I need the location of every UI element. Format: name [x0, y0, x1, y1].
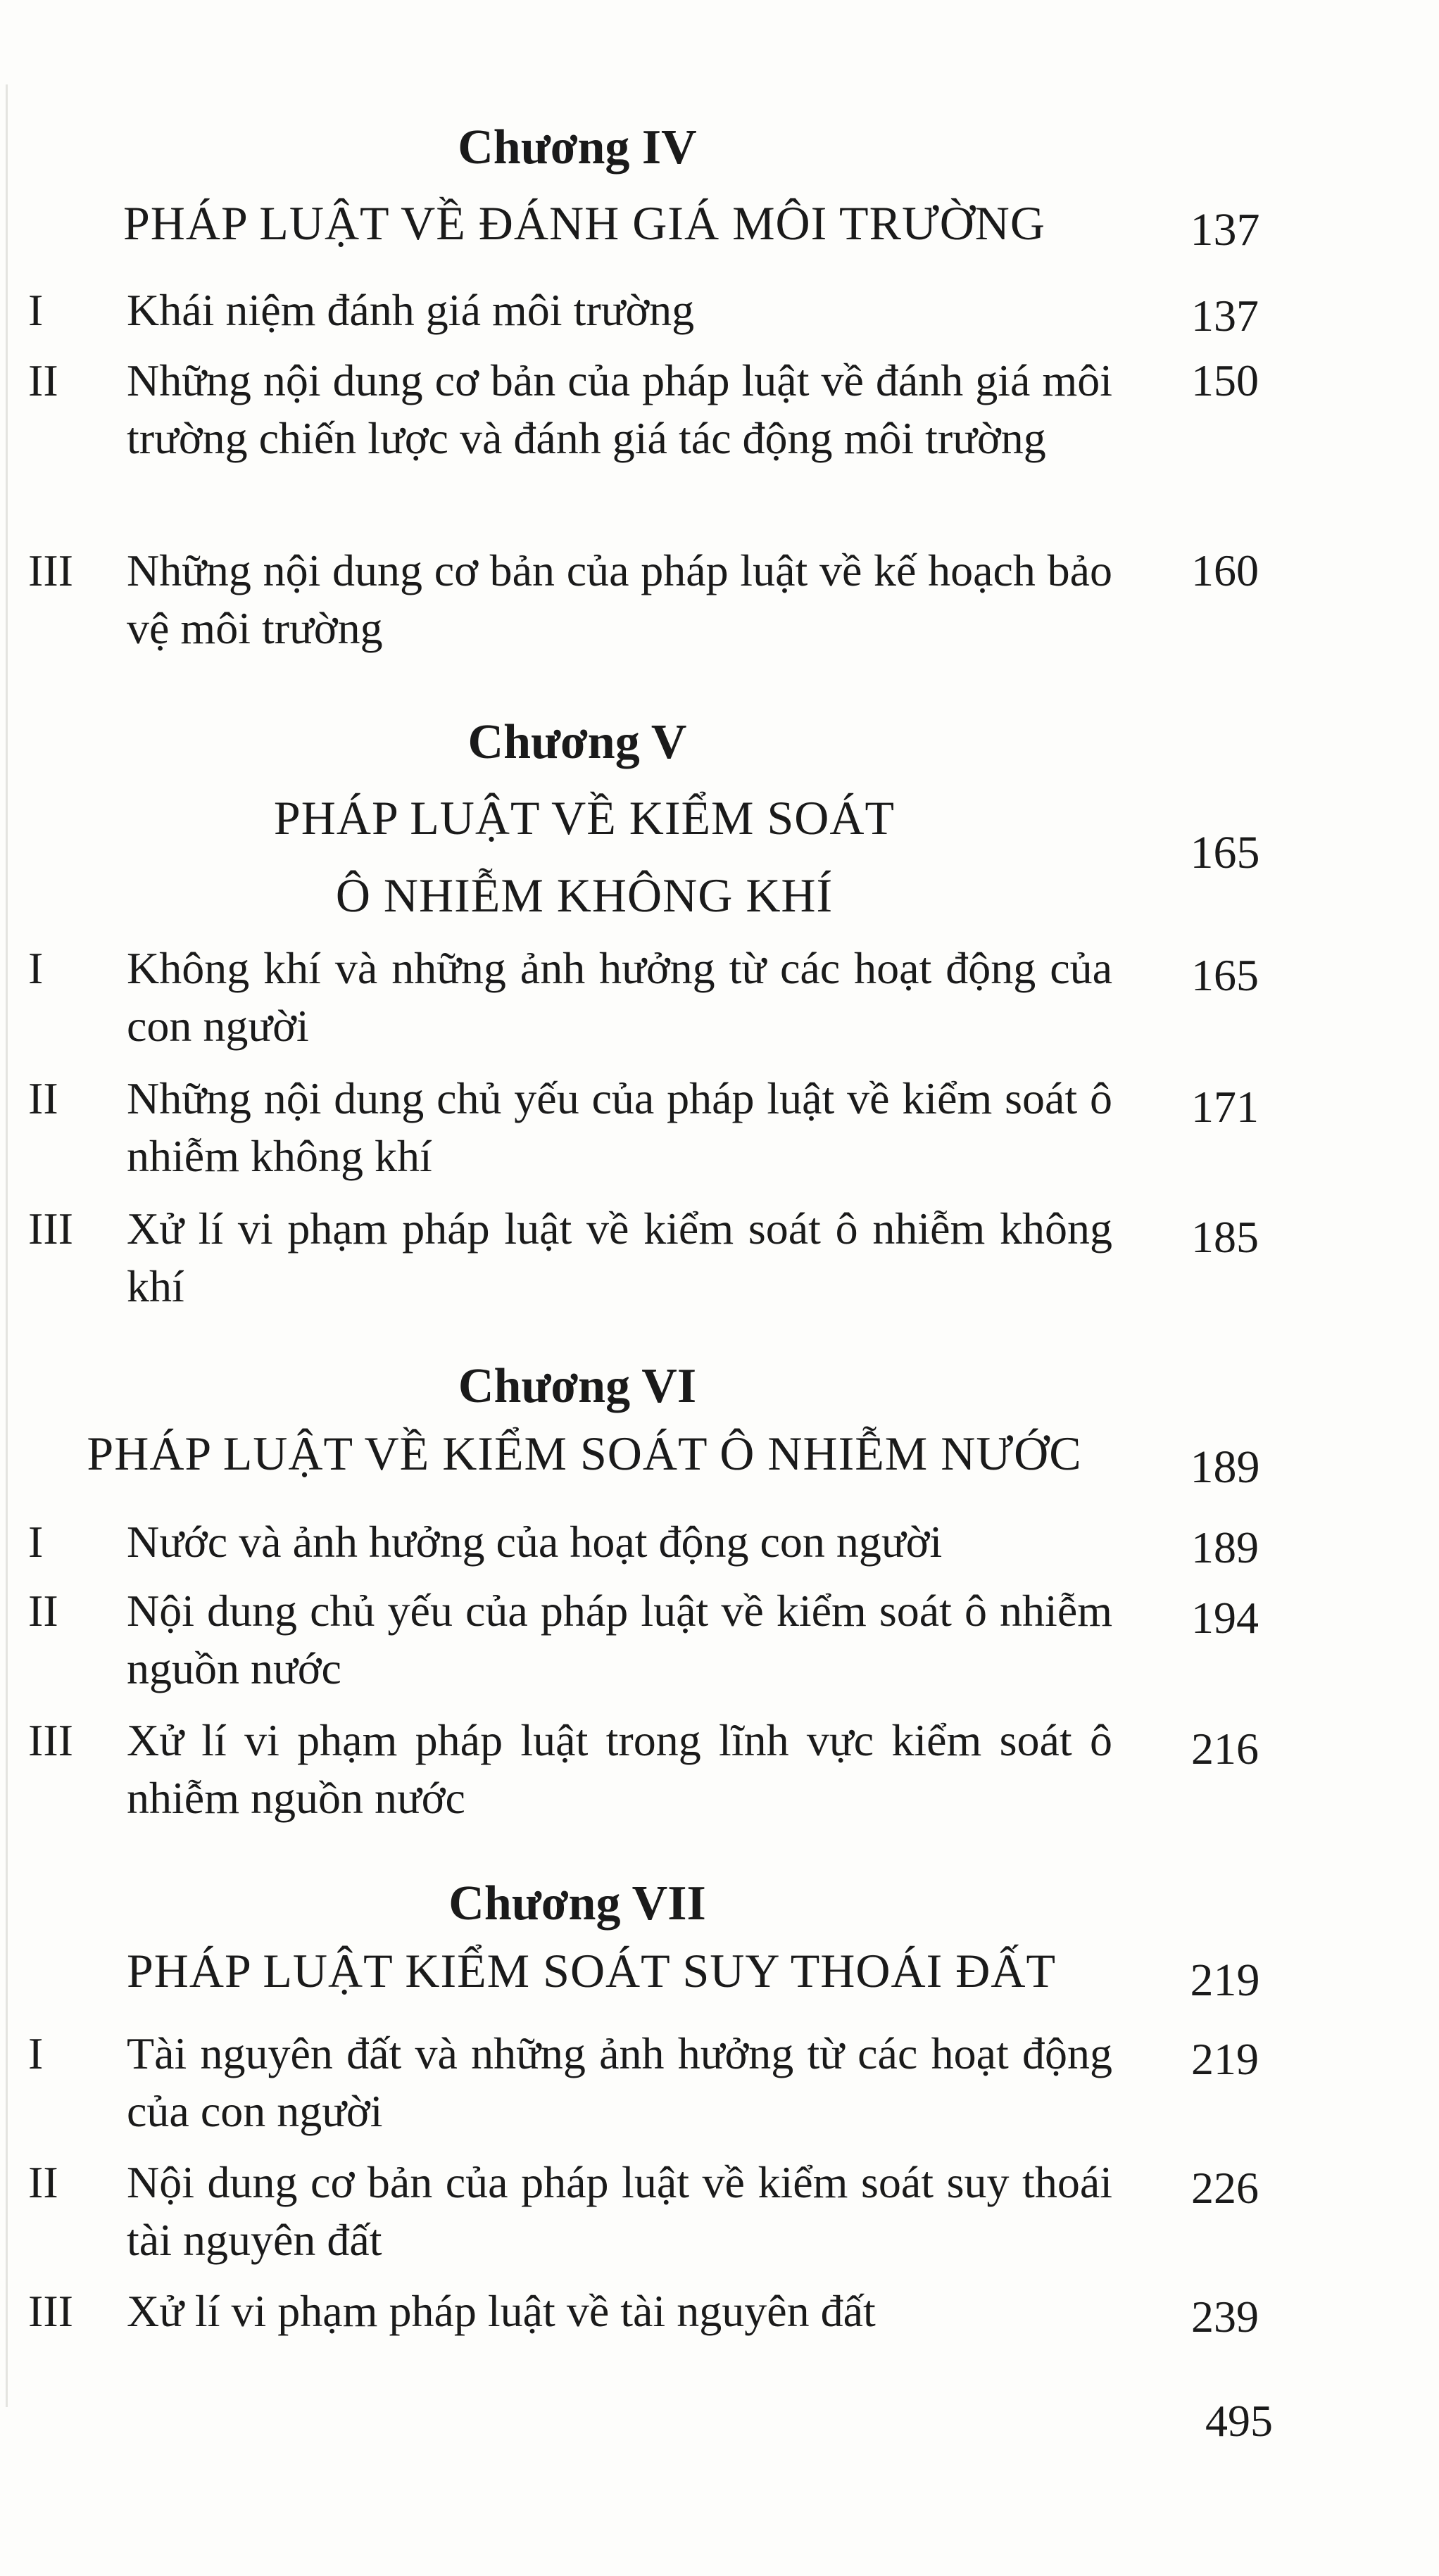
chapter-title-line: PHÁP LUẬT VỀ KIỂM SOÁT Ô NHIỄM NƯỚC: [87, 1427, 1082, 1480]
entry-page-number: 137: [1191, 291, 1259, 341]
chapter-page-number: 219: [1190, 1955, 1260, 2006]
chapter-title: [84, 1415, 1084, 1492]
entry-page-number: 226: [1191, 2163, 1259, 2213]
entry-number: I: [28, 943, 44, 993]
entry-number: I: [28, 2028, 44, 2078]
page-number: 495: [1205, 2396, 1273, 2446]
entry-number: III: [28, 1715, 73, 1765]
chapter-page-number: 189: [1190, 1441, 1260, 1493]
entry-number: I: [28, 1517, 44, 1567]
entry-title: Nước và ảnh hưởng của hoạt động con người: [127, 1517, 943, 1567]
entry-page-number: 189: [1191, 1522, 1259, 1572]
entry-page-number: 150: [1191, 355, 1259, 405]
entry-number: II: [28, 355, 58, 405]
entry-title: Những nội dung chủ yếu của pháp luật về kiểm soát ô nhiễm không khí: [127, 1073, 1112, 1181]
entry-title: Xử lí vi phạm pháp luật về tài nguyên đất: [127, 2286, 876, 2336]
chapter-label: Chương V: [467, 715, 687, 769]
entry-number: II: [28, 1073, 58, 1123]
chapter-label: Chương IV: [458, 120, 697, 175]
entry-page-number: 239: [1191, 2292, 1259, 2342]
entry-number: II: [28, 2157, 58, 2207]
entry-number: III: [28, 1204, 73, 1254]
entry-page-number: 171: [1191, 1082, 1259, 1132]
entry-number: III: [28, 2286, 73, 2336]
entry-title: Nội dung cơ bản của pháp luật về kiểm soát suy thoái tài nguyên đất: [127, 2157, 1112, 2265]
entry-title: Không khí và những ảnh hưởng từ các hoạt động của con người: [127, 943, 1112, 1051]
entry-title: Xử lí vi phạm pháp luật về kiểm soát ô nhiễm không khí: [127, 1204, 1112, 1311]
chapter-label: Chương VII: [448, 1876, 706, 1931]
chapter-title: [99, 1932, 1084, 2009]
entry-title: Khái niệm đánh giá môi trường: [127, 285, 695, 335]
entry-page-number: 165: [1191, 950, 1259, 1000]
chapter-title-line: PHÁP LUẬT VỀ KIỂM SOÁT: [273, 791, 896, 845]
chapter-page-number: 165: [1190, 827, 1260, 878]
chapter-title-line: PHÁP LUẬT VỀ ĐÁNH GIÁ MÔI TRƯỜNG: [122, 196, 1046, 250]
entry-title: Xử lí vi phạm pháp luật trong lĩnh vực kiểm soát ô nhiễm nguồn nước: [127, 1715, 1112, 1823]
chapter-label: Chương VI: [458, 1359, 697, 1413]
entry-page-number: 194: [1191, 1593, 1259, 1643]
entry-page-number: 216: [1191, 1724, 1259, 1774]
chapter-title: [113, 779, 1056, 934]
entry-number: II: [28, 1586, 58, 1636]
page-edge-shadow: [6, 84, 8, 2407]
chapter-title: [113, 184, 1056, 262]
entry-page-number: 219: [1191, 2034, 1259, 2084]
entry-number: I: [28, 285, 44, 335]
entry-page-number: 185: [1191, 1212, 1259, 1262]
entry-page-number: 160: [1191, 545, 1259, 595]
entry-title: Nội dung chủ yếu của pháp luật về kiểm soát ô nhiễm nguồn nước: [127, 1586, 1112, 1693]
entry-title: Những nội dung cơ bản của pháp luật về kế hoạch bảo vệ môi trường: [127, 545, 1112, 653]
chapter-page-number: 137: [1190, 204, 1260, 255]
chapter-title-line: PHÁP LUẬT KIỂM SOÁT SUY THOÁI ĐẤT: [126, 1944, 1057, 1997]
chapter-title-line: Ô NHIỄM KHÔNG KHÍ: [335, 869, 834, 922]
entry-title: Những nội dung cơ bản của pháp luật về đánh giá môi trường chiến lược và đánh giá tác động môi trường: [127, 355, 1112, 463]
entry-number: III: [28, 545, 73, 595]
entry-title: Tài nguyên đất và những ảnh hưởng từ các hoạt động của con người: [127, 2028, 1112, 2136]
